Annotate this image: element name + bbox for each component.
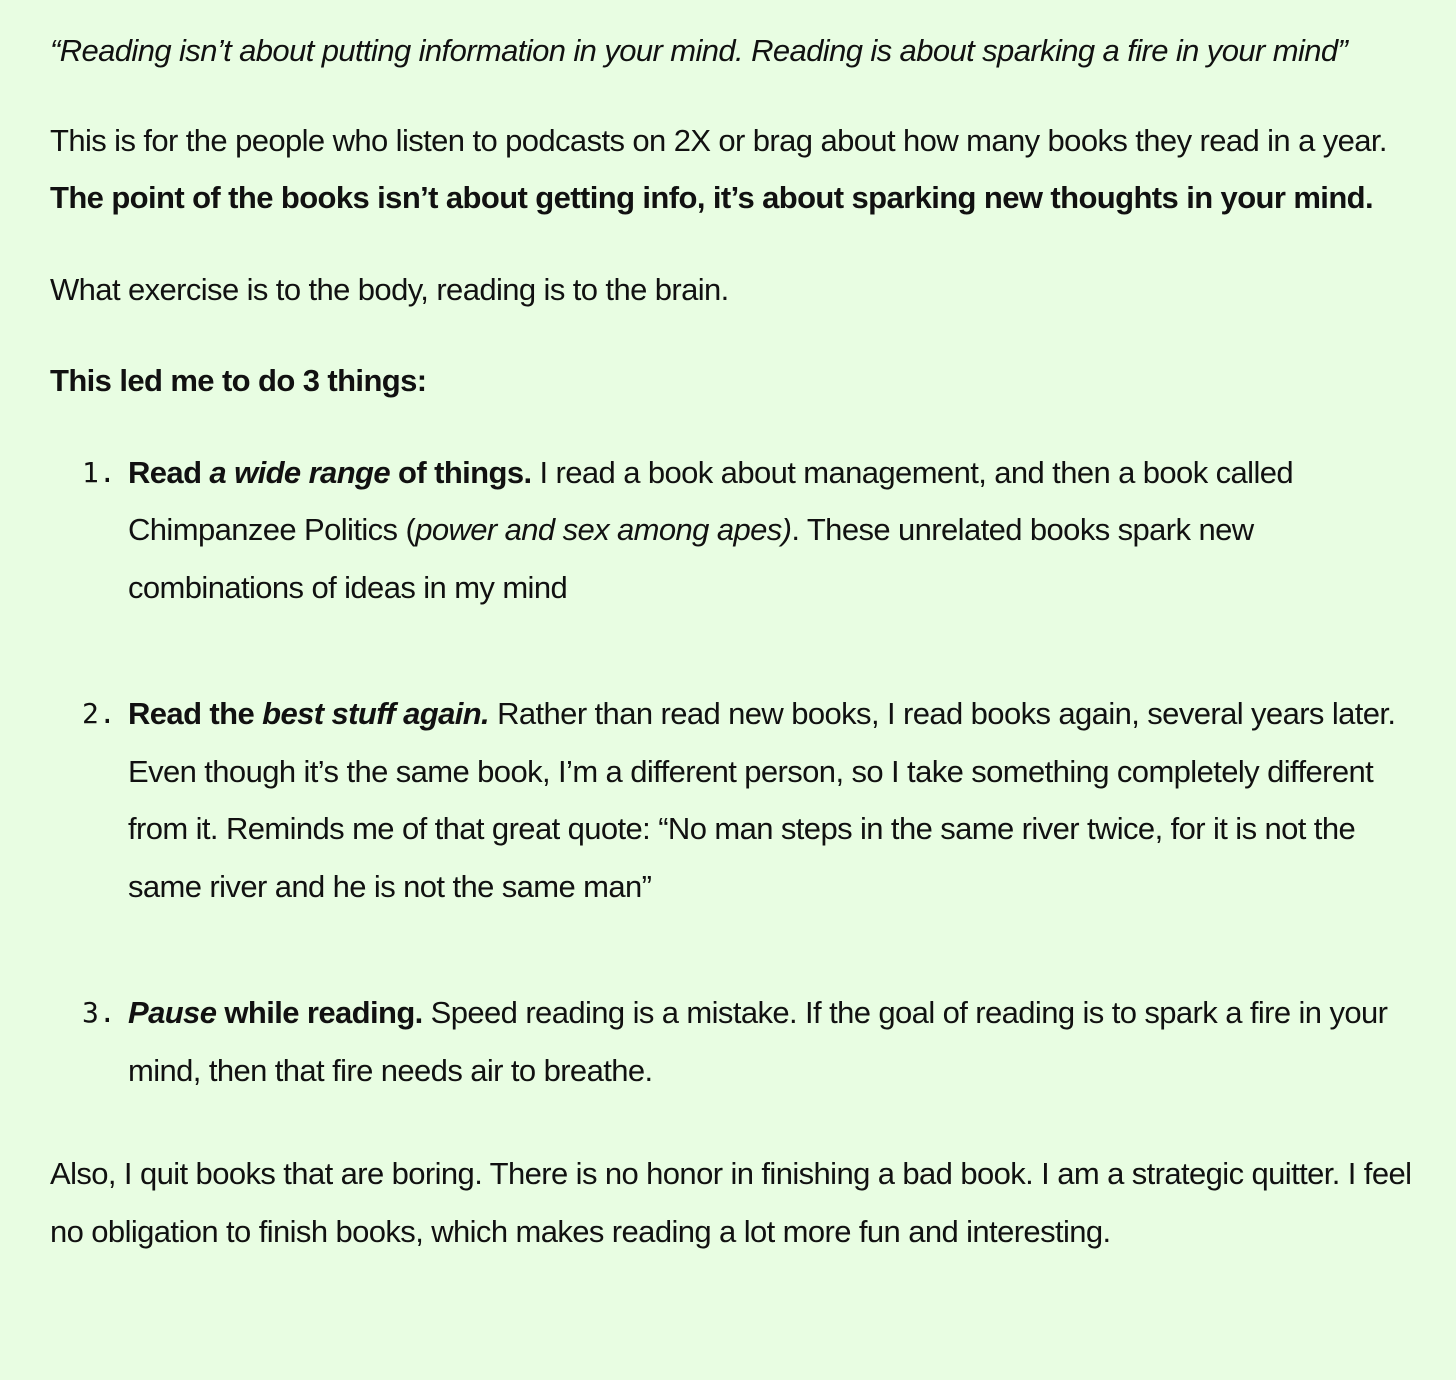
list-item-title	[128, 455, 532, 490]
list-item	[50, 685, 1416, 915]
intro-bold-text: The point of the books isn’t about getting info, it’s about sparking new thoughts in your mind.	[50, 180, 1374, 215]
opening-quote: “Reading isn’t about putting information in your mind. Reading is about sparking a fire in your mind”	[50, 33, 1348, 68]
list-item-number: 3.	[82, 996, 116, 1029]
list-item-italic-text: power and sex among apes)	[415, 512, 792, 547]
list-item-title-start: Read the	[128, 696, 263, 731]
list-item-number: 2.	[82, 697, 116, 730]
intro-text: This is for the people who listen to podcasts on 2X or brag about how many books they read in a year.	[50, 122, 1387, 158]
list-item-title	[128, 696, 489, 731]
list-item-text: I read a book about management, and then a book called Chimpanzee Politics (	[128, 454, 1294, 547]
list-item-number: 1.	[82, 455, 116, 489]
list-item-text-end: . These unrelated books spark new combinations of ideas in my mind	[128, 512, 1254, 605]
things-list	[50, 444, 1416, 1100]
list-lead-heading: This led me to do 3 things:	[50, 363, 427, 398]
list-item-text: Rather than read new books, I read books again, several years later. Even though it’s the same book, I’m a different person, so I take something completely different from it. Reminds me of that great quote: “No man steps in the same river twice, for it is not the same river and he is not the same man”	[128, 696, 1396, 904]
list-item-title-emphasis: a wide range	[209, 454, 391, 490]
list-item	[50, 984, 1416, 1099]
list-item-text: Speed reading is a mistake. If the goal of reading is to spark a fire in your mind, then that fire needs air to breathe.	[128, 995, 1388, 1088]
list-item-title-end: while reading.	[216, 995, 423, 1030]
list-item-title-end: of things.	[390, 454, 532, 490]
list-item-title-start: Read	[128, 454, 210, 490]
list-item-title	[128, 995, 423, 1030]
analogy-paragraph: What exercise is to the body, reading is to the brain.	[50, 271, 729, 307]
list-item	[50, 444, 1416, 617]
list-item-title-emphasis: best stuff again.	[262, 696, 490, 731]
list-item-title-emphasis: Pause	[128, 995, 217, 1030]
intro-paragraph	[50, 112, 1416, 227]
closing-paragraph: Also, I quit books that are boring. There is no honor in finishing a bad book. I am a strategic quitter. I feel no obligation to finish books, which makes reading a lot more fun and interesting.	[50, 1156, 1412, 1249]
